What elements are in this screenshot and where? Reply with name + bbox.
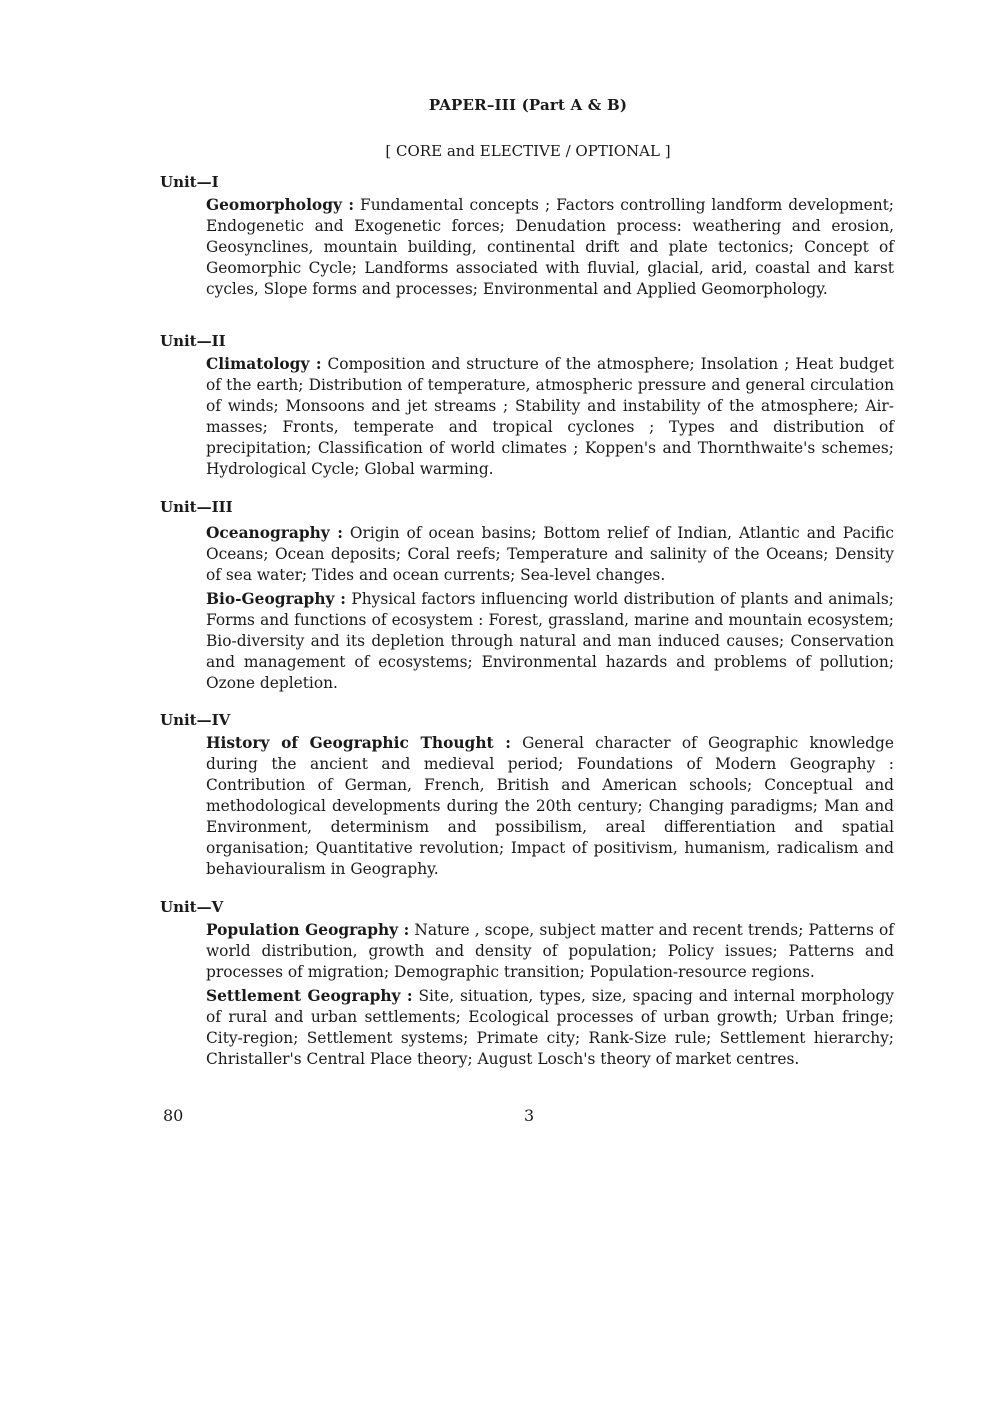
topic-heading: Oceanography : <box>206 524 343 542</box>
page-number-center: 3 <box>524 1106 535 1125</box>
unit-1-label: Unit—I <box>160 173 219 191</box>
unit-1-geomorphology <box>206 195 894 300</box>
unit-3-oceanography <box>206 523 894 586</box>
topic-heading: Bio-Geography : <box>206 590 346 608</box>
topic-text: Fundamental concepts ; Factors controlling landform development; Endogenetic and Exogenetic forces; Denudation process: weathering and erosion, Geosynclines, mountain building, continental drift and plate tectonics; Concept of Geomorphic Cycle; Landforms associated with fluvial, glacial, arid, coastal and karst cycles, Slope forms and processes; Environmental and Applied Geomorphology. <box>206 196 894 298</box>
topic-heading: Geomorphology : <box>206 196 355 214</box>
paper-subtitle: [ CORE and ELECTIVE / OPTIONAL ] <box>385 142 671 160</box>
topic-text: Site, situation, types, size, spacing and internal morphology of rural and urban settlements; Ecological processes of urban growth; Urban fringe; City-region; Settlement systems; Primate city; Rank-Size rule; Settlement hierarchy; Christaller's Central Place theory; August Losch's theory of market centres. <box>206 987 894 1068</box>
topic-text: Composition and structure of the atmosphere; Insolation ; Heat budget of the earth; Distribution of temperature, atmospheric pressure and general circulation of winds; Monsoons and jet streams ; Stability and instability of the atmosphere; Air-masses; Fronts, temperate and tropical cyclones ; Types and distribution of precipitation; Classification of world climates ; Koppen's and Thornthwaite's schemes; Hydrological Cycle; Global warming. <box>206 355 894 478</box>
unit-2-climatology <box>206 354 894 480</box>
topic-heading: Settlement Geography : <box>206 987 413 1005</box>
topic-text: Physical factors influencing world distribution of plants and animals; Forms and functions of ecosystem : Forest, grassland, marine and mountain ecosystem; Bio-diversity and its depletion through natural and man induced causes; Conservation and management of ecosystems; Environmental hazards and problems of pollution; Ozone depletion. <box>206 590 894 692</box>
unit-4-label: Unit—IV <box>160 711 231 729</box>
topic-text: General character of Geographic knowledge during the ancient and medieval period; Foundations of Modern Geography : Contribution of German, French, British and American schools; Conceptual and methodological developments during the 20th century; Changing paradigms; Man and Environment, determinism and possibilism, areal differentiation and spatial organisation; Quantitative revolution; Impact of positivism, humanism, radicalism and behaviouralism in Geography. <box>206 734 894 878</box>
unit-3-label: Unit—III <box>160 498 233 516</box>
unit-2-label: Unit—II <box>160 332 226 350</box>
topic-heading: History of Geographic Thought : <box>206 734 511 752</box>
topic-heading: Climatology : <box>206 355 322 373</box>
topic-text: Origin of ocean basins; Bottom relief of Indian, Atlantic and Pacific Oceans; Ocean deposits; Coral reefs; Temperature and salinity of the Oceans; Density of sea water; Tides and ocean currents; Sea-level changes. <box>206 524 894 584</box>
unit-5-label: Unit—V <box>160 898 224 916</box>
topic-text: Nature , scope, subject matter and recent trends; Patterns of world distribution, growth and density of population; Policy issues; Patterns and processes of migration; Demographic transition; Population-resource regions. <box>206 921 894 981</box>
page-number-left: 80 <box>163 1106 184 1125</box>
unit-5-population-geography <box>206 920 894 983</box>
paper-title: PAPER–III (Part A & B) <box>428 96 628 114</box>
unit-4-geographic-thought <box>206 733 894 880</box>
unit-3-bio-geography <box>206 589 894 694</box>
topic-heading: Population Geography : <box>206 921 410 939</box>
unit-5-settlement-geography <box>206 986 894 1070</box>
